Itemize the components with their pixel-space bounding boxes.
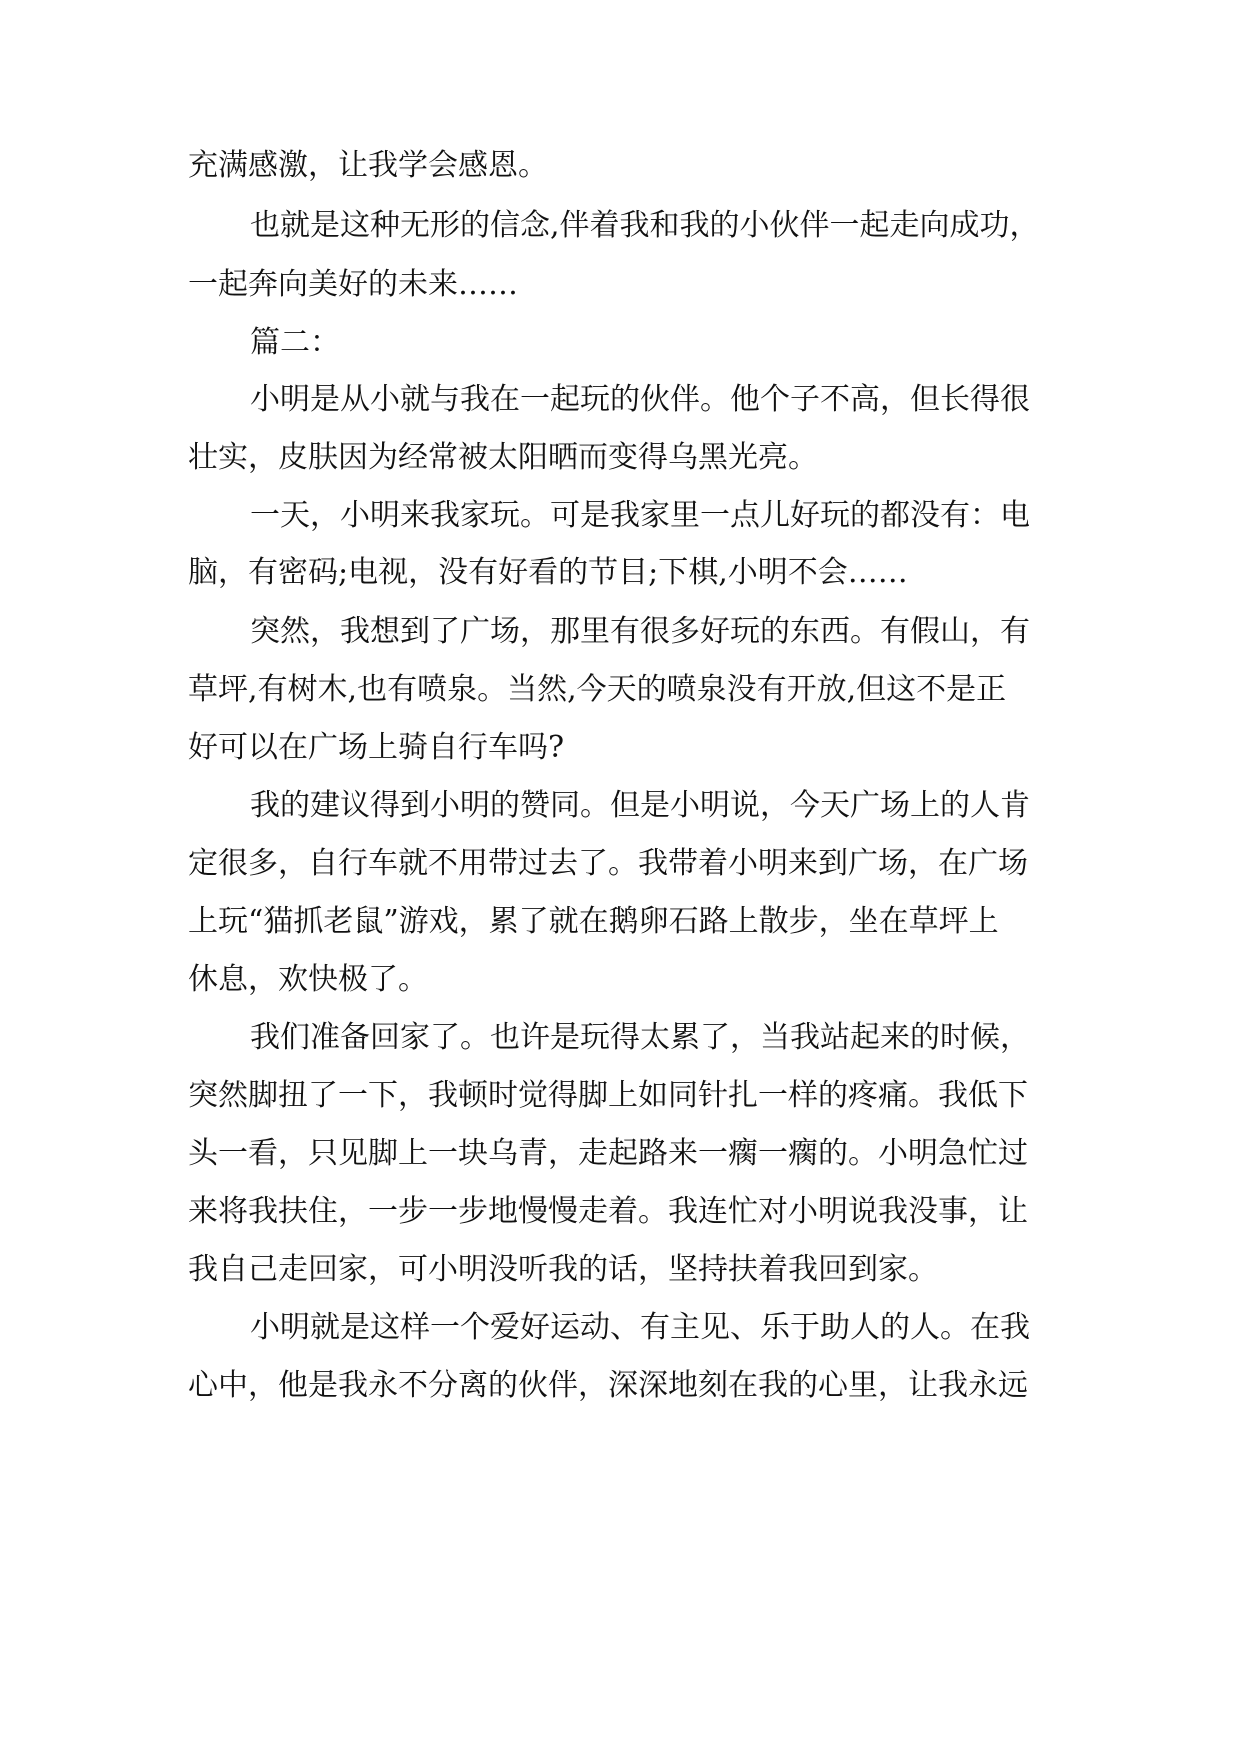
text-line: 突然脚扭了一下，我顿时觉得脚上如同针扎一样的疼痛。我低下 — [188, 1078, 1028, 1113]
text-line: 我的建议得到小明的赞同。但是小明说，今天广场上的人肯 — [250, 788, 1030, 823]
text-line: 我们准备回家了。也许是玩得太累了，当我站起来的时候， — [250, 1020, 1030, 1055]
text-line: 定很多，自行车就不用带过去了。我带着小明来到广场，在广场 — [188, 846, 1028, 881]
text-line: 小明是从小就与我在一起玩的伙伴。他个子不高，但长得很 — [250, 382, 1030, 417]
text-line: 头一看，只见脚上一块乌青，走起路来一瘸一瘸的。小明急忙过 — [188, 1136, 1028, 1171]
text-line: 心中，他是我永不分离的伙伴，深深地刻在我的心里，让我永远 — [188, 1368, 1028, 1403]
text-line: 我自己走回家，可小明没听我的话，坚持扶着我回到家。 — [188, 1252, 938, 1287]
text-line: 草坪,有树木,也有喷泉。当然,今天的喷泉没有开放,但这不是正 — [188, 672, 1007, 707]
text-line: 壮实，皮肤因为经常被太阳晒而变得乌黑光亮。 — [188, 440, 818, 475]
text-line: 也就是这种无形的信念,伴着我和我的小伙伴一起走向成功， — [250, 208, 1040, 243]
text-line: 来将我扶住，一步一步地慢慢走着。我连忙对小明说我没事，让 — [188, 1194, 1028, 1229]
text-line: 上玩“猫抓老鼠”游戏，累了就在鹅卵石路上散步，坐在草坪上 — [188, 904, 999, 939]
text-line: 好可以在广场上骑自行车吗? — [188, 730, 565, 765]
text-line: 休息，欢快极了。 — [188, 962, 428, 997]
text-line: 突然，我想到了广场，那里有很多好玩的东西。有假山，有 — [250, 614, 1030, 649]
text-line: 充满感激，让我学会感恩。 — [188, 148, 548, 183]
text-line: 一天，小明来我家玩。可是我家里一点儿好玩的都没有：电 — [250, 498, 1030, 533]
text-line: 小明就是这样一个爱好运动、有主见、乐于助人的人。在我 — [250, 1310, 1030, 1345]
section-heading: 篇二： — [250, 325, 340, 360]
text-line: 脑，有密码;电视，没有好看的节目;下棋,小明不会…… — [188, 555, 908, 590]
text-line: 一起奔向美好的未来…… — [188, 267, 518, 302]
